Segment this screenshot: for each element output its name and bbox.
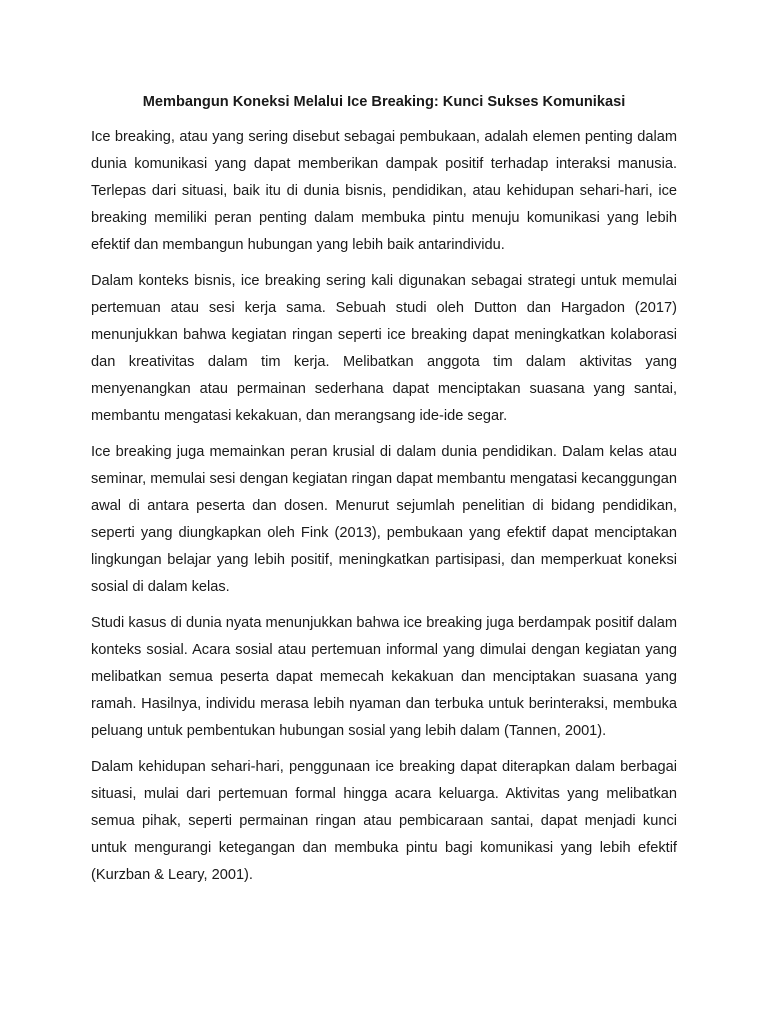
paragraph-4: Studi kasus di dunia nyata menunjukkan bahwa ice breaking juga berdampak positif dalam konteks sosial. Acara sosial atau pertemuan informal yang dimulai dengan kegiatan yang melibatkan semua peserta dapat memecah kekakuan dan menciptakan suasana yang ramah. Hasilnya, individu merasa lebih nyaman dan terbuka untuk berinteraksi, membuka peluang untuk pembentukan hubungan sosial yang lebih dalam (Tannen, 2001). [91,615,677,739]
paragraph-2: Dalam konteks bisnis, ice breaking sering kali digunakan sebagai strategi untuk memulai pertemuan atau sesi kerja sama. Sebuah studi oleh Dutton dan Hargadon (2017) menunjukkan bahwa kegiatan ringan seperti ice breaking dapat meningkatkan kolaborasi dan kreativitas dalam tim kerja. Melibatkan anggota tim dalam aktivitas yang menyenangkan atau permainan sederhana dapat menciptakan suasana yang santai, membantu mengatasi kekakuan, dan merangsang ide-ide segar. [91,273,677,424]
paragraph-1: Ice breaking, atau yang sering disebut sebagai pembukaan, adalah elemen penting dalam dunia komunikasi yang dapat memberikan dampak positif terhadap interaksi manusia. Terlepas dari situasi, baik itu di dunia bisnis, pendidikan, atau kehidupan sehari-hari, ice breaking memiliki peran penting dalam membuka pintu menuju komunikasi yang lebih efektif dan membangun hubungan yang lebih baik antarindividu. [91,129,677,253]
paragraph-5: Dalam kehidupan sehari-hari, penggunaan ice breaking dapat diterapkan dalam berbagai situasi, mulai dari pertemuan formal hingga acara keluarga. Aktivitas yang melibatkan semua pihak, seperti permainan ringan atau pembicaraan santai, dapat menjadi kunci untuk mengurangi ketegangan dan membuka pintu bagi komunikasi yang lebih efektif (Kurzban & Leary, 2001). [91,759,677,883]
paragraph-3: Ice breaking juga memainkan peran krusial di dalam dunia pendidikan. Dalam kelas atau seminar, memulai sesi dengan kegiatan ringan dapat membantu mengatasi kecanggungan awal di antara peserta dan dosen. Menurut sejumlah penelitian di bidang pendidikan, seperti yang diungkapkan oleh Fink (2013), pembukaan yang efektif dapat menciptakan lingkungan belajar yang lebih positif, meningkatkan partisipasi, dan memperkuat koneksi sosial di dalam kelas. [91,444,677,595]
page-title: Membangun Koneksi Melalui Ice Breaking: Kunci Sukses Komunikasi [142,94,626,110]
document-body [91,92,677,898]
